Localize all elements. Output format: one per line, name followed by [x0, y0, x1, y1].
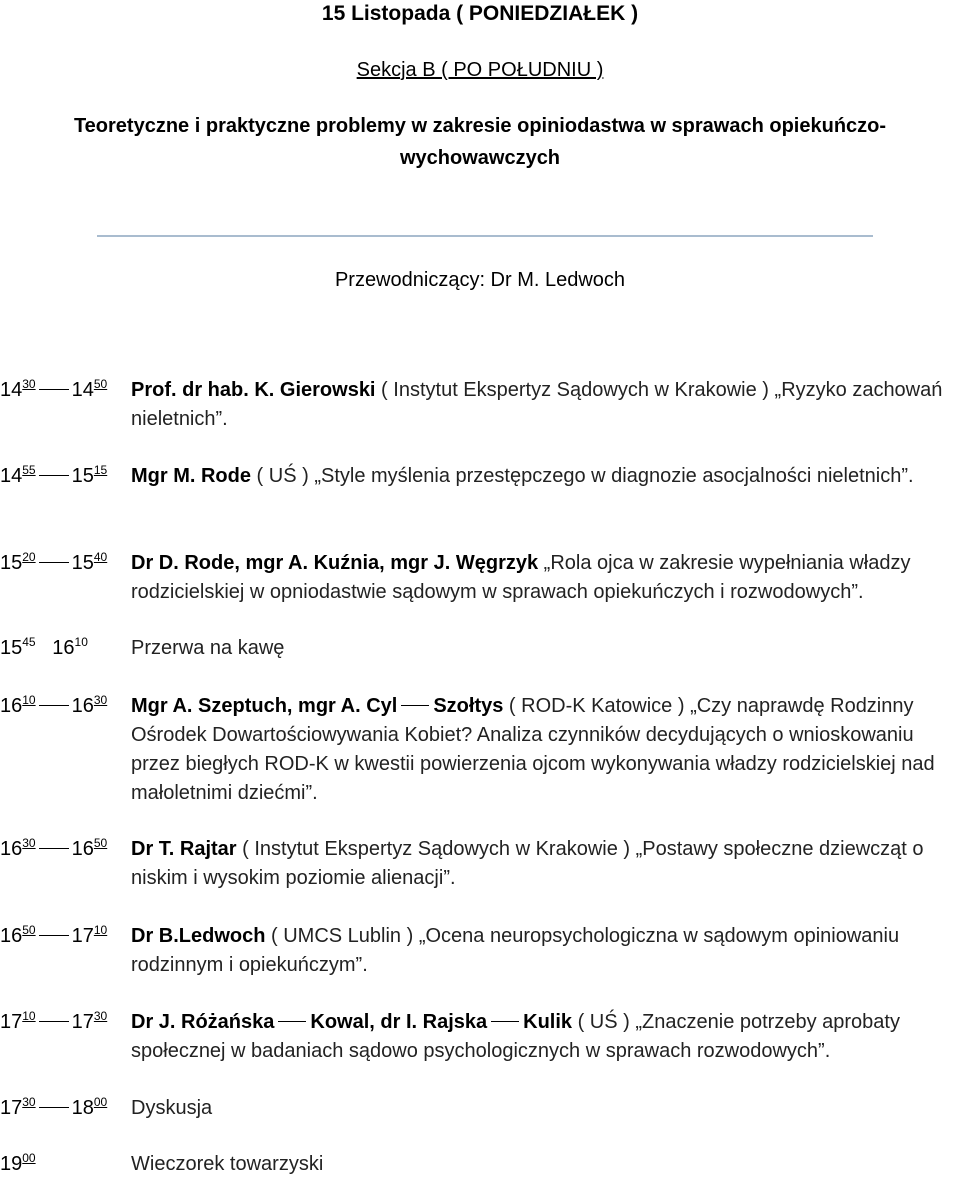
speaker: Szołtys: [433, 695, 504, 717]
affiliation: ( Instytut Ekspertyz Sądowych w Krakowie ): [236, 838, 636, 860]
chairperson: Przewodniczący: Dr M. Ledwoch: [334, 269, 626, 291]
time-range: $17^{10}$ $17^{30}$: [0, 1009, 108, 1033]
talk-description: [131, 922, 960, 980]
break-label: Przerwa na kawę: [131, 637, 285, 659]
speaker: Kowal, dr I. Rajska: [310, 1011, 488, 1033]
time-range: $17^{30}$ $18^{00}$: [0, 1095, 108, 1119]
speaker: Dr B.Ledwoch: [131, 925, 266, 947]
talk-title: „Postawy społeczne dziewcząt o niskim i wysokim poziomie alienacji”.: [131, 838, 924, 889]
section-heading: Sekcja B ( PO POŁUDNIU ): [356, 59, 604, 81]
talk-description: [131, 835, 960, 893]
talk-title: „Ocena neuropsychologiczna w sądowym opiniowaniu rodzinnym i opiekuńczym”.: [131, 925, 900, 976]
affiliation: ( UŚ ): [251, 465, 315, 487]
speaker: Kulik: [523, 1011, 573, 1033]
talk-title: „Style myślenia przestępczego w diagnozie asocjalności nieletnich”.: [314, 465, 914, 487]
time-range: $14^{55}$ $15^{15}$: [0, 463, 108, 487]
speaker: Dr D. Rode, mgr A. Kuźnia, mgr J. Węgrzyk: [131, 552, 539, 574]
affiliation: ( UŚ ): [572, 1011, 636, 1033]
divider-line: [97, 235, 873, 237]
time-range: $15^{20}$ $15^{40}$: [0, 550, 108, 574]
speaker: Dr J. Różańska: [131, 1011, 275, 1033]
speaker: Mgr A. Szeptuch, mgr A. Cyl: [131, 695, 398, 717]
time-range: $15^{45}$ $16^{10}$: [0, 635, 88, 659]
time-range: $19^{00}$: [0, 1151, 36, 1175]
talk-description: [131, 549, 960, 607]
time-range: $14^{30}$ $14^{50}$: [0, 377, 108, 401]
section-topic: Teoretyczne i praktyczne problemy w zakresie opiniodastwa w sprawach opiekuńczo-wychowawczych: [73, 115, 887, 169]
talk-title: „Czy naprawdę Rodzinny Ośrodek Dowartościowywania Kobiet? Analiza czynników decydujących o wnioskowaniu przez biegłych ROD-K w kwestii powierzenia ojcom wykonywania władzy rodzicielskiej nad małoletnimi dziećmi”.: [131, 695, 935, 804]
time-range: $16^{50}$ $17^{10}$: [0, 923, 108, 947]
time-range: $16^{30}$ $16^{50}$: [0, 836, 108, 860]
speaker: Mgr M. Rode: [131, 465, 251, 487]
talk-title: „Ryzyko zachowań nieletnich”.: [131, 379, 943, 430]
affiliation: ( UMCS Lublin ): [265, 925, 419, 947]
speaker: Dr T. Rajtar: [131, 838, 237, 860]
time-range: $16^{10}$ $16^{30}$: [0, 693, 108, 717]
discussion-label: Dyskusja: [131, 1097, 213, 1119]
day-heading: 15 Listopada ( PONIEDZIAŁEK ): [321, 2, 639, 25]
talk-description: [131, 376, 960, 434]
affiliation: ( ROD-K Katowice ): [503, 695, 691, 717]
speaker: Prof. dr hab. K. Gierowski: [131, 379, 376, 401]
affiliation: ( Instytut Ekspertyz Sądowych w Krakowie ): [375, 379, 775, 401]
talk-description: [131, 692, 960, 808]
talk-title: „Znaczenie potrzeby aprobaty społecznej w badaniach sądowo psychologicznych w sprawach rozwodowych”.: [131, 1011, 900, 1062]
talk-description: [131, 462, 960, 491]
evening-event-label: Wieczorek towarzyski: [131, 1153, 324, 1175]
talk-description: [131, 1008, 960, 1066]
talk-title: „Rola ojca w zakresie wypełniania władzy rodzicielskiej w opniodastwie sądowym w sprawach opiekuńczych i rozwodowych”.: [131, 552, 911, 603]
